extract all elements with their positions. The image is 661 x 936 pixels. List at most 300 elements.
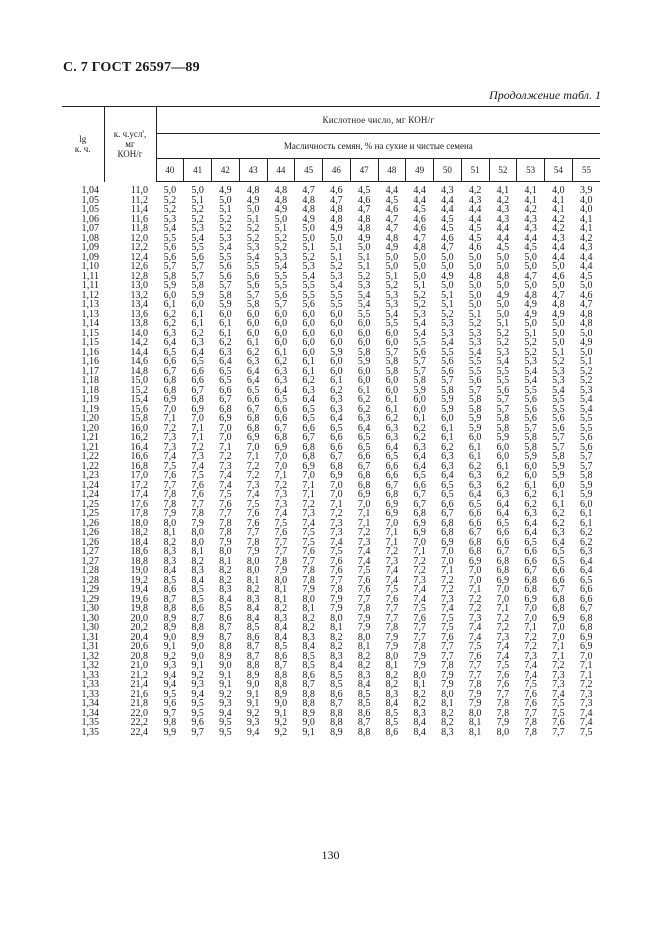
value-cell: 7,3 <box>468 612 482 624</box>
value-cell: 8,3 <box>385 688 399 700</box>
value-cell: 5,2 <box>524 337 537 348</box>
value-cell: 7,6 <box>330 565 343 576</box>
lg-cell: 1,27 <box>81 546 99 557</box>
value-cell: 5,9 <box>552 460 565 472</box>
value-cell: 4,9 <box>246 194 260 206</box>
value-cell: 5,4 <box>524 365 537 377</box>
value-cell: 7,5 <box>302 536 315 548</box>
value-cell: 4,9 <box>552 308 565 320</box>
acid-number-cell: 15,6 <box>130 403 148 415</box>
value-cell: 6,0 <box>330 337 343 348</box>
value-cell: 4,6 <box>385 204 399 215</box>
value-cell: 7,9 <box>413 650 426 662</box>
value-cell: 7,1 <box>191 432 204 443</box>
value-cell: 7,5 <box>441 622 454 633</box>
value-cell: 5,1 <box>274 223 288 234</box>
value-cell: 6,3 <box>330 403 343 415</box>
value-cell: 5,3 <box>441 318 454 329</box>
value-cell: 6,1 <box>579 508 593 519</box>
acid-number-cell: 22,2 <box>130 717 148 728</box>
oil-column-header: 48 <box>378 159 406 182</box>
acid-number-cell: 18,2 <box>130 527 148 538</box>
value-cell: 8,8 <box>219 641 232 652</box>
page-number: 130 <box>321 848 340 862</box>
value-cell: 7,3 <box>163 432 177 443</box>
value-cell: 6,2 <box>191 327 204 339</box>
value-cell: 4,3 <box>524 213 537 225</box>
value-cell: 5,5 <box>468 356 482 367</box>
value-cell: 7,1 <box>357 517 371 529</box>
value-cell: 7,6 <box>330 555 343 567</box>
value-cell: 5,5 <box>191 242 204 253</box>
value-cell: 5,9 <box>191 289 204 301</box>
value-cell: 7,1 <box>496 603 510 614</box>
lg-cell: 1,09 <box>81 242 99 253</box>
value-cell: 6,8 <box>191 394 204 405</box>
value-cell: 6,0 <box>441 413 454 424</box>
value-cell: 6,7 <box>468 527 482 538</box>
value-cell: 6,6 <box>524 546 537 557</box>
value-cell: 6,8 <box>357 479 371 491</box>
value-cell: 7,3 <box>524 650 537 662</box>
value-cell: 7,9 <box>274 565 288 576</box>
value-cell: 5,6 <box>246 270 260 282</box>
value-cell: 6,3 <box>441 451 454 462</box>
value-cell: 4,8 <box>330 204 343 215</box>
value-cell: 6,8 <box>302 441 315 453</box>
value-cell: 5,4 <box>357 289 371 301</box>
value-cell: 6,0 <box>357 327 371 339</box>
value-cell: 6,0 <box>413 394 426 405</box>
value-cell: 6,8 <box>552 593 565 605</box>
lg-cell: 1,20 <box>81 422 99 434</box>
value-cell: 7,1 <box>524 622 537 633</box>
acid-number-cell: 22,0 <box>130 707 148 719</box>
value-cell: 4,5 <box>413 204 426 215</box>
value-cell: 7,9 <box>330 593 343 605</box>
value-cell: 6,6 <box>163 356 177 367</box>
value-cell: 7,7 <box>274 546 288 557</box>
value-cell: 5,0 <box>302 232 315 244</box>
value-cell: 4,6 <box>357 194 371 206</box>
value-cell: 6,2 <box>579 527 593 538</box>
acid-number-cell: 13,8 <box>130 318 148 329</box>
value-cell: 4,8 <box>302 204 315 215</box>
value-cell: 5,1 <box>524 327 537 339</box>
value-cell: 5,4 <box>468 346 482 358</box>
acid-number-cell: 20,0 <box>130 612 148 624</box>
value-cell: 7,8 <box>330 584 343 595</box>
acid-number-cell: 11,8 <box>130 223 148 234</box>
lg-cell: 1,34 <box>81 698 99 709</box>
lg-cell: 1,20 <box>81 413 99 424</box>
value-cell: 7,8 <box>219 527 232 538</box>
value-cell: 8,8 <box>330 707 343 719</box>
value-cell: 5,7 <box>274 299 288 310</box>
value-cell: 8,5 <box>274 641 288 652</box>
value-cell: 6,0 <box>246 308 260 320</box>
value-cell: 4,6 <box>579 289 593 301</box>
value-cell: 9,2 <box>274 726 288 738</box>
value-cell: 7,6 <box>524 698 537 709</box>
value-cell: 7,7 <box>191 498 204 510</box>
value-cell: 5,3 <box>496 346 510 358</box>
value-cell: 4,8 <box>274 194 288 206</box>
value-cell: 5,6 <box>219 270 232 282</box>
value-cell: 6,5 <box>468 498 482 510</box>
value-cell: 6,4 <box>330 413 343 424</box>
value-cell: 6,4 <box>357 422 371 434</box>
value-cell: 5,9 <box>219 299 232 310</box>
value-cell: 6,8 <box>579 612 593 624</box>
value-cell: 5,2 <box>163 204 177 215</box>
value-cell: 9,5 <box>219 717 232 728</box>
value-cell: 6,2 <box>552 517 565 529</box>
value-cell: 8,6 <box>219 612 232 624</box>
lg-cell: 1,11 <box>81 280 99 291</box>
value-cell: 4,1 <box>579 213 593 225</box>
value-cell: 5,3 <box>552 375 565 386</box>
value-cell: 7,2 <box>441 584 454 595</box>
value-cell: 7,1 <box>274 470 288 481</box>
value-cell: 7,0 <box>552 622 565 633</box>
value-cell: 6,8 <box>357 470 371 481</box>
acid-number-cell: 19,2 <box>130 574 148 586</box>
value-cell: 6,2 <box>246 346 260 358</box>
value-cell: 5,9 <box>496 432 510 443</box>
value-cell: 7,9 <box>496 717 510 728</box>
value-cell: 5,1 <box>330 251 343 263</box>
value-cell: 6,8 <box>246 413 260 424</box>
value-cell: 7,4 <box>579 707 593 719</box>
value-cell: 4,9 <box>385 242 399 253</box>
value-cell: 7,2 <box>385 546 399 557</box>
value-cell: 5,0 <box>219 194 232 206</box>
value-cell: 6,4 <box>441 470 454 481</box>
value-cell: 5,1 <box>413 280 426 291</box>
value-cell: 4,1 <box>552 204 565 215</box>
value-cell: 6,2 <box>496 470 510 481</box>
value-cell: 9,9 <box>163 726 177 738</box>
value-cell: 5,2 <box>274 242 288 253</box>
value-cell: 5,4 <box>163 223 177 234</box>
value-cell: 6,0 <box>357 365 371 377</box>
value-cell: 5,5 <box>357 308 371 320</box>
value-cell: 7,1 <box>579 669 593 681</box>
value-cell: 5,0 <box>468 261 482 272</box>
value-cell: 5,8 <box>191 280 204 291</box>
value-cell: 8,3 <box>219 584 232 595</box>
value-cell: 4,9 <box>441 270 454 282</box>
value-cell: 6,1 <box>468 441 482 453</box>
lg-cell: 1,21 <box>81 432 99 443</box>
value-cell: 7,2 <box>274 479 288 491</box>
value-cell: 9,0 <box>163 631 177 643</box>
value-cell: 7,4 <box>413 593 426 605</box>
value-cell: 6,4 <box>579 565 593 576</box>
value-cell: 6,1 <box>274 346 288 358</box>
value-cell: 6,8 <box>163 384 177 396</box>
value-cell: 4,3 <box>579 242 593 253</box>
lg-cell: 1,13 <box>81 299 99 310</box>
value-cell: 5,6 <box>413 346 426 358</box>
value-cell: 6,2 <box>357 403 371 415</box>
value-cell: 5,1 <box>579 356 593 367</box>
value-cell: 6,8 <box>496 565 510 576</box>
value-cell: 8,5 <box>385 717 399 728</box>
value-cell: 4,8 <box>496 270 510 282</box>
lg-cell: 1,19 <box>81 394 99 405</box>
value-cell: 4,8 <box>330 213 343 225</box>
value-cell: 7,7 <box>274 536 288 548</box>
value-cell: 7,5 <box>468 641 482 652</box>
value-cell: 6,0 <box>496 451 510 462</box>
acid-number-cell: 15,0 <box>130 375 148 386</box>
value-cell: 9,3 <box>219 698 232 709</box>
value-cell: 8,5 <box>302 650 315 662</box>
lg-cell: 1,26 <box>81 517 99 529</box>
value-cell: 8,3 <box>274 612 288 624</box>
value-cell: 6,9 <box>552 612 565 624</box>
value-cell: 6,7 <box>246 403 260 415</box>
value-cell: 6,9 <box>413 527 426 538</box>
acid-number-cell: 21,6 <box>130 688 148 700</box>
value-cell: 9,8 <box>163 717 177 728</box>
value-cell: 6,5 <box>357 441 371 453</box>
lg-cell: 1,09 <box>81 251 99 263</box>
table-continuation-label: Продолжение табл. 1 <box>489 88 601 102</box>
value-cell: 7,2 <box>579 679 593 690</box>
value-cell: 5,0 <box>552 318 565 329</box>
value-cell: 6,0 <box>385 384 399 396</box>
value-cell: 6,4 <box>246 375 260 386</box>
lg-cell: 1,07 <box>81 223 99 234</box>
value-cell: 5,5 <box>219 251 232 263</box>
value-cell: 7,3 <box>302 508 315 519</box>
value-cell: 7,8 <box>274 555 288 567</box>
value-cell: 7,7 <box>524 707 537 719</box>
value-cell: 5,2 <box>496 337 510 348</box>
value-cell: 5,7 <box>441 375 454 386</box>
value-cell: 5,2 <box>468 318 482 329</box>
value-cell: 8,2 <box>302 622 315 633</box>
value-cell: 7,3 <box>385 555 399 567</box>
value-cell: 6,9 <box>524 593 537 605</box>
oil-column-header: 41 <box>184 159 212 182</box>
value-cell: 6,6 <box>246 394 260 405</box>
value-cell: 5,5 <box>579 422 593 434</box>
value-cell: 7,5 <box>524 679 537 690</box>
value-cell: 7,4 <box>413 584 426 595</box>
value-cell: 6,0 <box>579 498 593 510</box>
value-cell: 5,0 <box>191 185 204 196</box>
value-cell: 4,4 <box>552 251 565 263</box>
value-cell: 6,3 <box>579 546 593 557</box>
value-cell: 7,4 <box>441 603 454 614</box>
table-row <box>62 182 600 196</box>
value-cell: 7,1 <box>219 441 232 453</box>
acid-number-cell: 20,8 <box>130 650 148 662</box>
lg-column-header <box>62 107 104 182</box>
value-cell: 6,7 <box>274 422 288 434</box>
value-cell: 7,2 <box>468 593 482 605</box>
value-cell: 8,7 <box>219 631 232 643</box>
value-cell: 5,6 <box>163 251 177 263</box>
value-cell: 8,1 <box>413 679 426 690</box>
lg-cell: 1,15 <box>81 337 99 348</box>
value-cell: 8,8 <box>357 726 371 738</box>
oil-column-header: 49 <box>406 159 434 182</box>
value-cell: 7,8 <box>302 574 315 586</box>
value-cell: 8,5 <box>357 688 371 700</box>
value-cell: 6,4 <box>302 394 315 405</box>
value-cell: 7,2 <box>413 565 426 576</box>
value-cell: 5,9 <box>441 394 454 405</box>
value-cell: 9,5 <box>163 688 177 700</box>
value-cell: 5,2 <box>163 194 177 206</box>
value-cell: 7,5 <box>330 546 343 557</box>
value-cell: 6,7 <box>552 584 565 595</box>
value-cell: 4,8 <box>579 308 593 320</box>
value-cell: 7,2 <box>468 603 482 614</box>
acid-number-cell: 14,0 <box>130 327 148 339</box>
value-cell: 5,4 <box>496 356 510 367</box>
value-cell: 7,1 <box>302 489 315 500</box>
value-cell: 4,0 <box>552 185 565 196</box>
lg-cell: 1,06 <box>81 213 99 225</box>
value-cell: 8,7 <box>163 593 177 605</box>
oil-column-header: 47 <box>350 159 378 182</box>
value-cell: 7,1 <box>385 527 399 538</box>
value-cell: 7,2 <box>191 441 204 453</box>
lg-cell: 1,30 <box>81 612 99 624</box>
value-cell: 6,5 <box>274 394 288 405</box>
value-cell: 8,5 <box>163 574 177 586</box>
value-cell: 6,2 <box>524 489 537 500</box>
value-cell: 6,7 <box>357 460 371 472</box>
value-cell: 5,2 <box>413 299 426 310</box>
acid-number-cell: 19,4 <box>130 584 148 595</box>
value-cell: 5,1 <box>552 346 565 358</box>
value-cell: 8,2 <box>219 574 232 586</box>
value-cell: 7,2 <box>552 660 565 671</box>
value-cell: 5,8 <box>357 346 371 358</box>
value-cell: 7,0 <box>441 546 454 557</box>
value-cell: 7,4 <box>219 479 232 491</box>
value-cell: 7,3 <box>552 679 565 690</box>
value-cell: 6,9 <box>302 460 315 472</box>
value-cell: 6,9 <box>413 517 426 529</box>
value-cell: 5,5 <box>468 365 482 377</box>
value-cell: 7,6 <box>357 574 371 586</box>
value-cell: 8,6 <box>385 726 399 738</box>
value-cell: 7,5 <box>385 584 399 595</box>
value-cell: 6,1 <box>302 356 315 367</box>
value-cell: 6,4 <box>385 441 399 453</box>
value-cell: 6,4 <box>163 337 177 348</box>
value-cell: 8,4 <box>274 631 288 643</box>
value-cell: 7,8 <box>496 698 510 709</box>
value-cell: 8,4 <box>385 698 399 709</box>
value-cell: 5,5 <box>524 384 537 396</box>
value-cell: 6,1 <box>413 413 426 424</box>
value-cell: 6,0 <box>302 346 315 358</box>
value-cell: 6,3 <box>468 470 482 481</box>
value-cell: 4,5 <box>496 242 510 253</box>
value-cell: 8,9 <box>163 622 177 633</box>
lg-cell: 1,12 <box>81 289 99 301</box>
value-cell: 7,1 <box>468 584 482 595</box>
value-cell: 7,4 <box>579 717 593 728</box>
acid-number-cell: 15,4 <box>130 394 148 405</box>
value-cell: 7,4 <box>357 555 371 567</box>
value-cell: 6,7 <box>302 432 315 443</box>
value-cell: 7,8 <box>524 726 537 738</box>
value-cell: 7,0 <box>274 451 288 462</box>
acid-number-cell: 16,2 <box>130 432 148 443</box>
value-cell: 8,1 <box>274 593 288 605</box>
value-cell: 7,2 <box>163 422 177 434</box>
value-cell: 5,4 <box>524 375 537 386</box>
value-cell: 7,0 <box>496 584 510 595</box>
value-cell: 5,1 <box>496 318 510 329</box>
table-row <box>62 728 600 738</box>
value-cell: 7,1 <box>413 546 426 557</box>
value-cell: 5,5 <box>163 232 177 244</box>
value-cell: 8,2 <box>441 707 454 719</box>
value-cell: 8,6 <box>330 688 343 700</box>
value-cell: 4,4 <box>468 204 482 215</box>
value-cell: 6,1 <box>246 337 260 348</box>
value-cell: 9,5 <box>191 698 204 709</box>
value-cell: 8,3 <box>191 565 204 576</box>
value-cell: 6,9 <box>219 413 232 424</box>
value-cell: 8,0 <box>302 593 315 605</box>
value-cell: 4,7 <box>579 299 593 310</box>
value-cell: 6,6 <box>385 470 399 481</box>
value-cell: 6,0 <box>302 308 315 320</box>
value-cell: 5,8 <box>385 356 399 367</box>
value-cell: 7,1 <box>552 641 565 652</box>
value-cell: 4,0 <box>579 204 593 215</box>
value-cell: 5,0 <box>274 213 288 225</box>
value-cell: 6,8 <box>219 403 232 415</box>
value-cell: 7,9 <box>385 631 399 643</box>
oil-column-header: 44 <box>267 159 295 182</box>
value-cell: 6,8 <box>524 584 537 595</box>
value-cell: 7,6 <box>191 489 204 500</box>
value-cell: 6,0 <box>524 470 537 481</box>
value-cell: 5,6 <box>524 394 537 405</box>
value-cell: 7,5 <box>246 498 260 510</box>
value-cell: 5,3 <box>191 223 204 234</box>
value-cell: 8,0 <box>441 688 454 700</box>
lg-cell: 1,27 <box>81 555 99 567</box>
value-cell: 6,2 <box>413 432 426 443</box>
lg-cell: 1,29 <box>81 584 99 595</box>
value-cell: 8,0 <box>219 546 232 557</box>
value-cell: 4,6 <box>413 213 426 225</box>
value-cell: 6,2 <box>413 422 426 434</box>
acid-number-cell: 18,4 <box>130 536 148 548</box>
value-cell: 7,8 <box>413 641 426 652</box>
value-cell: 4,8 <box>302 194 315 206</box>
value-cell: 7,8 <box>302 565 315 576</box>
acid-number-cell: 12,8 <box>130 270 148 282</box>
value-cell: 4,8 <box>413 242 426 253</box>
value-cell: 7,5 <box>552 707 565 719</box>
value-cell: 7,3 <box>579 688 593 700</box>
